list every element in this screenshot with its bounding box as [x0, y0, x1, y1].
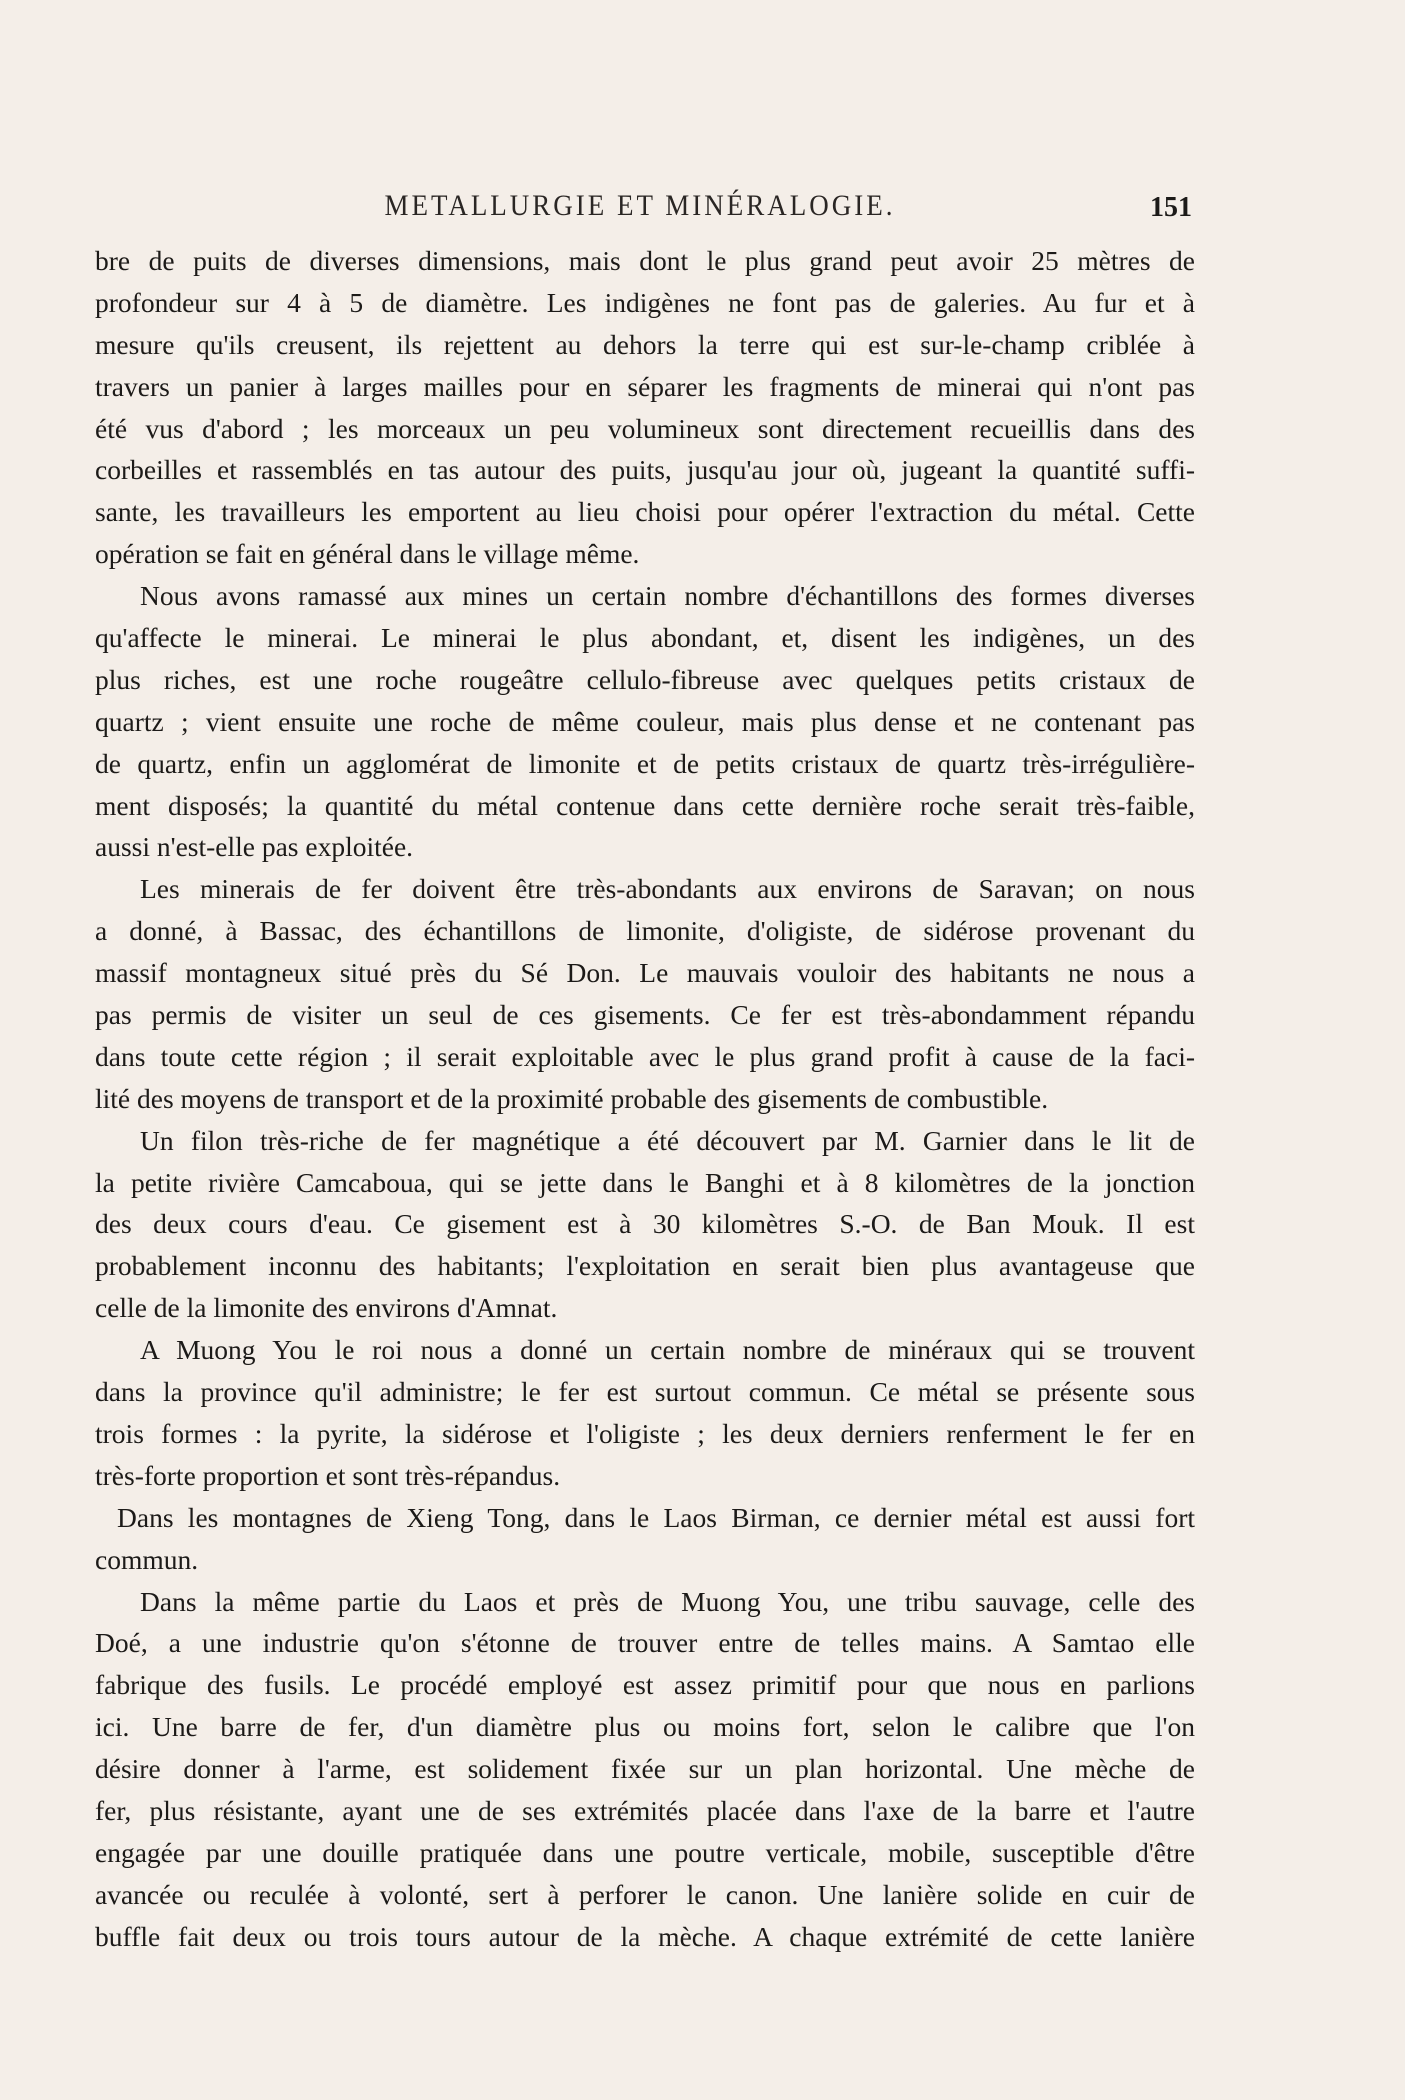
text-line: la petite rivière Camcaboua, qui se jette dans le Banghi et à 8 kilomètres de la jonction: [95, 1166, 1195, 1198]
paragraph: [95, 1120, 1195, 1329]
text-line: plus riches, est une roche rougeâtre cellulo-fibreuse avec quelques petits cristaux de: [95, 663, 1195, 695]
text-line: de quartz, enfin un agglomérat de limonite et de petits cristaux de quartz très-irrégulière-: [95, 747, 1195, 779]
text-line: buffle fait deux ou trois tours autour de la mèche. A chaque extrémité de cette lanière: [95, 1920, 1195, 1952]
text-line: commun.: [95, 1543, 199, 1575]
text-line: travers un panier à larges mailles pour en séparer les fragments de minerai qui n'ont pas: [95, 370, 1195, 402]
text-line: A Muong You le roi nous a donné un certain nombre de minéraux qui se trouvent: [140, 1334, 1195, 1366]
text-line: Dans la même partie du Laos et près de Muong You, une tribu sauvage, celle des: [140, 1585, 1195, 1617]
text-line: a donné, à Bassac, des échantillons de limonite, d'oligiste, de sidérose provenant du: [95, 915, 1195, 947]
text-line: mesure qu'ils creusent, ils rejettent au dehors la terre qui est sur-le-champ criblée à: [95, 328, 1195, 360]
paragraph: [95, 1581, 1195, 1958]
text-line: corbeilles et rassemblés en tas autour des puits, jusqu'au jour où, jugeant la quantité suffi-: [95, 454, 1195, 486]
page-number: 151: [1150, 192, 1192, 223]
text-line: quartz ; vient ensuite une roche de même couleur, mais plus dense et ne contenant pas: [95, 705, 1195, 737]
body-text: [95, 240, 1195, 1958]
paragraph: [95, 868, 1195, 1119]
running-head: [0, 190, 1405, 230]
text-line: qu'affecte le minerai. Le minerai le plus abondant, et, disent les indigènes, un des: [95, 622, 1195, 654]
text-line: très-forte proportion et sont très-répandus.: [95, 1459, 561, 1491]
text-line: dans la province qu'il administre; le fer est surtout commun. Ce métal se présente sous: [95, 1376, 1195, 1408]
paragraph: [95, 575, 1195, 868]
text-line: lité des moyens de transport et de la proximité probable des gisements de combustible.: [95, 1082, 1049, 1114]
text-line: engagée par une douille pratiquée dans une poutre verticale, mobile, susceptible d'être: [95, 1836, 1195, 1868]
text-line: fabrique des fusils. Le procédé employé est assez primitif pour que nous en parlions: [95, 1669, 1195, 1701]
text-line: Un filon très-riche de fer magnétique a été découvert par M. Garnier dans le lit de: [140, 1124, 1195, 1156]
text-line: fer, plus résistante, ayant une de ses extrémités placée dans l'axe de la barre et l'autre: [95, 1794, 1195, 1826]
text-line: celle de la limonite des environs d'Amnat.: [95, 1292, 558, 1324]
text-line: dans toute cette région ; il serait exploitable avec le plus grand profit à cause de la faci-: [95, 1040, 1195, 1072]
text-line: pas permis de visiter un seul de ces gisements. Ce fer est très-abondamment répandu: [95, 999, 1195, 1031]
text-line: Doé, a une industrie qu'on s'étonne de trouver entre de telles mains. A Samtao elle: [95, 1627, 1195, 1659]
paragraph: [95, 1497, 1195, 1581]
paragraph: [95, 1329, 1195, 1497]
text-line: désire donner à l'arme, est solidement fixée sur un plan horizontal. Une mèche de: [95, 1753, 1195, 1785]
text-line: Les minerais de fer doivent être très-abondants aux environs de Saravan; on nous: [140, 873, 1195, 905]
text-line: probablement inconnu des habitants; l'exploitation en serait bien plus avantageuse que: [95, 1250, 1195, 1282]
text-line: Nous avons ramassé aux mines un certain nombre d'échantillons des formes diverses: [140, 580, 1195, 612]
text-line: profondeur sur 4 à 5 de diamètre. Les indigènes ne font pas de galeries. Au fur et à: [95, 286, 1195, 318]
text-line: été vus d'abord ; les morceaux un peu volumineux sont directement recueillis dans des: [95, 412, 1195, 444]
text-line: massif montagneux situé près du Sé Don. Le mauvais vouloir des habitants ne nous a: [95, 957, 1195, 989]
text-line: avancée ou reculée à volonté, sert à perforer le canon. Une lanière solide en cuir de: [95, 1878, 1195, 1910]
text-line: bre de puits de diverses dimensions, mais dont le plus grand peut avoir 25 mètres de: [95, 245, 1195, 276]
text-line: ici. Une barre de fer, d'un diamètre plus ou moins fort, selon le calibre que l'on: [95, 1711, 1195, 1743]
text-line: ment disposés; la quantité du métal contenue dans cette dernière roche serait très-faible,: [95, 789, 1195, 821]
running-head-title: METALLURGIE ET MINÉRALOGIE.: [384, 188, 896, 222]
text-line: aussi n'est-elle pas exploitée.: [95, 831, 414, 863]
text-line: trois formes : la pyrite, la sidérose et l'oligiste ; les deux derniers renferment le fer en: [95, 1417, 1195, 1449]
paragraph: [95, 240, 1195, 575]
text-line: sante, les travailleurs les emportent au lieu choisi pour opérer l'extraction du métal. Cette: [95, 496, 1195, 528]
text-line: des deux cours d'eau. Ce gisement est à 30 kilomètres S.-O. de Ban Mouk. Il est: [95, 1208, 1195, 1240]
text-line: Dans les montagnes de Xieng Tong, dans le Laos Birman, ce dernier métal est aussi fort: [117, 1501, 1195, 1533]
text-line: opération se fait en général dans le village même.: [95, 538, 640, 570]
